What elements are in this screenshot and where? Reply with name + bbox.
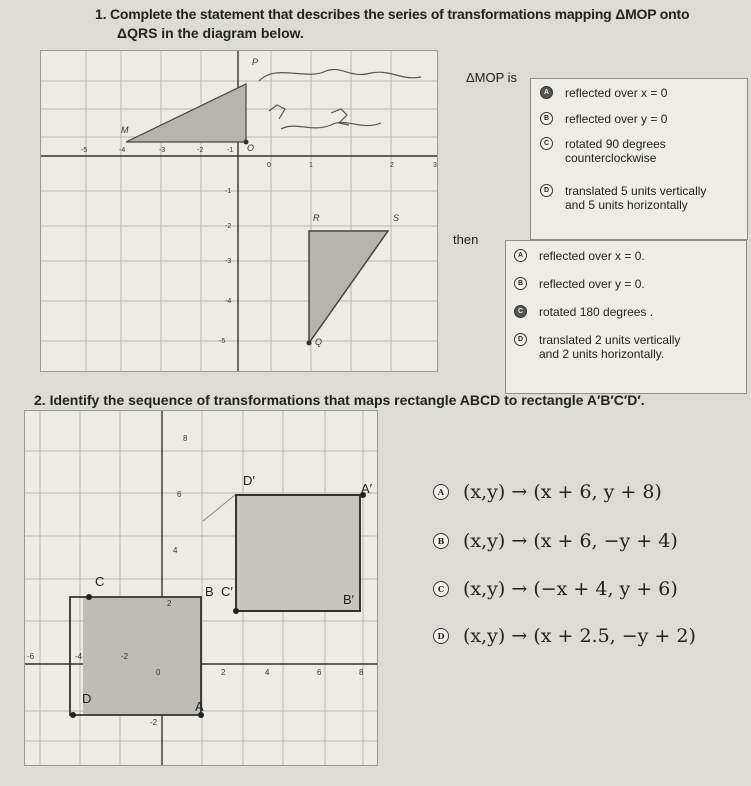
option-label: rotated 180 degrees . <box>539 305 654 319</box>
q2-graph-panel <box>24 410 378 766</box>
second-option-a[interactable] <box>514 249 645 263</box>
label-o: O <box>247 143 255 153</box>
option-bubble[interactable]: B <box>540 112 553 125</box>
q2-y-tick: -2 <box>150 718 158 727</box>
statement-then: then <box>453 232 479 247</box>
option-label: rotated 90 degrees counterclockwise <box>565 137 666 165</box>
option-label: translated 5 units vertically and 5 units horizontally <box>565 184 707 212</box>
first-option-d[interactable] <box>540 184 706 212</box>
second-option-d[interactable] <box>514 333 680 361</box>
q1-x-tick: -5 <box>81 147 88 154</box>
option-bubble[interactable]: C <box>514 305 527 318</box>
q1-y-tick: -2 <box>225 223 232 230</box>
label-a-prime: A′ <box>361 481 373 496</box>
label-a: A <box>195 699 204 714</box>
option-bubble[interactable]: D <box>514 333 527 346</box>
option-bubble[interactable]: A <box>540 86 553 99</box>
option-bubble[interactable]: B <box>433 533 449 549</box>
q2-coordinate-grid <box>25 411 377 765</box>
vertex-c-prime <box>233 608 239 614</box>
q1-x-tick: -2 <box>197 147 204 154</box>
rectangle-a-prime <box>236 495 360 611</box>
q2-x-tick: 0 <box>156 668 161 677</box>
q1-x-tick: -3 <box>159 147 166 154</box>
q2-y-tick: 4 <box>173 546 178 555</box>
mapping-rule: (x,y) → (x + 6, y + 8) <box>463 481 662 503</box>
option-label: reflected over x = 0 <box>565 86 668 100</box>
mapping-rule: (x,y) → (x + 6, −y + 4) <box>463 530 678 552</box>
option-bubble[interactable]: D <box>433 628 449 644</box>
first-transformation-options <box>530 78 748 240</box>
q2-x-tick: 4 <box>265 668 270 677</box>
q1-y-tick: -4 <box>225 298 232 305</box>
q1-x-tick: 0 <box>267 162 271 169</box>
q2-x-tick: -4 <box>75 652 83 661</box>
q2-x-tick: -6 <box>27 652 35 661</box>
vertex-c <box>86 594 92 600</box>
q2-x-tick: -2 <box>121 652 129 661</box>
vertex-d <box>70 712 76 718</box>
label-r: R <box>313 213 320 223</box>
option-bubble[interactable]: C <box>433 581 449 597</box>
point-q <box>307 341 312 346</box>
option-bubble[interactable]: A <box>433 484 449 500</box>
option-bubble[interactable]: C <box>540 137 553 150</box>
q2-y-tick: 6 <box>177 490 182 499</box>
q2-y-tick: 8 <box>183 434 188 443</box>
first-option-b[interactable] <box>540 112 667 126</box>
q1-x-tick: 1 <box>309 162 313 169</box>
mapping-rule: (x,y) → (−x + 4, y + 6) <box>463 578 678 600</box>
label-c: C <box>95 574 105 589</box>
q1-y-tick: -3 <box>225 258 232 265</box>
option-bubble[interactable]: A <box>514 249 527 262</box>
q1-x-tick: 2 <box>390 162 394 169</box>
q1-graph-panel <box>40 50 438 372</box>
pencil-scribbles <box>259 69 421 129</box>
q1-coordinate-grid <box>41 51 437 371</box>
option-label: translated 2 units vertically and 2 units horizontally. <box>539 333 681 361</box>
q2-x-tick: 2 <box>221 668 226 677</box>
q1-x-tick: -1 <box>227 147 234 154</box>
q2-x-tick: 6 <box>317 668 322 677</box>
option-label: reflected over y = 0. <box>539 277 645 291</box>
q1-x-tick: -4 <box>119 147 126 154</box>
label-b: B <box>205 584 214 599</box>
label-s: S <box>393 213 400 223</box>
pencil-mark <box>203 495 235 521</box>
triangle-mop <box>126 84 246 142</box>
statement-lead: ΔMOP is <box>466 70 518 85</box>
first-option-c[interactable] <box>540 137 666 165</box>
label-d: D <box>82 691 92 706</box>
label-d-prime: D′ <box>243 473 255 488</box>
option-bubble[interactable]: D <box>540 184 553 197</box>
question-2-title: 2. Identify the sequence of transformations that maps rectangle ABCD to rectangle A′B′C′D′. <box>34 392 645 408</box>
q2-option-c[interactable] <box>433 578 678 600</box>
first-option-a[interactable] <box>540 86 667 100</box>
q2-x-tick: 8 <box>359 668 364 677</box>
second-transformation-options <box>505 240 747 394</box>
q1-y-tick: -1 <box>225 188 232 195</box>
triangle-qrs <box>309 231 388 343</box>
label-p: P <box>252 57 259 67</box>
rectangle-abcd-fill <box>83 597 201 715</box>
q2-option-a[interactable] <box>433 481 662 503</box>
q1-x-tick: 3 <box>433 162 437 169</box>
label-b-prime: B′ <box>343 592 355 607</box>
option-bubble[interactable]: B <box>514 277 527 290</box>
label-q: Q <box>315 337 323 347</box>
q2-option-b[interactable] <box>433 530 678 552</box>
second-option-c[interactable] <box>514 305 653 319</box>
q2-option-d[interactable] <box>433 625 696 647</box>
q2-y-tick: 2 <box>167 599 172 608</box>
mapping-rule: (x,y) → (x + 2.5, −y + 2) <box>463 625 696 647</box>
second-option-b[interactable] <box>514 277 645 291</box>
q1-y-tick: -5 <box>219 338 226 345</box>
option-label: reflected over x = 0. <box>539 249 645 263</box>
label-m: M <box>121 125 129 135</box>
option-label: reflected over y = 0 <box>565 112 668 126</box>
label-c-prime: C′ <box>221 584 233 599</box>
question-1-subtitle: ΔQRS in the diagram below. <box>117 25 304 41</box>
question-1-title: 1. Complete the statement that describes the series of transformations mapping ΔMOP onto <box>95 6 690 22</box>
